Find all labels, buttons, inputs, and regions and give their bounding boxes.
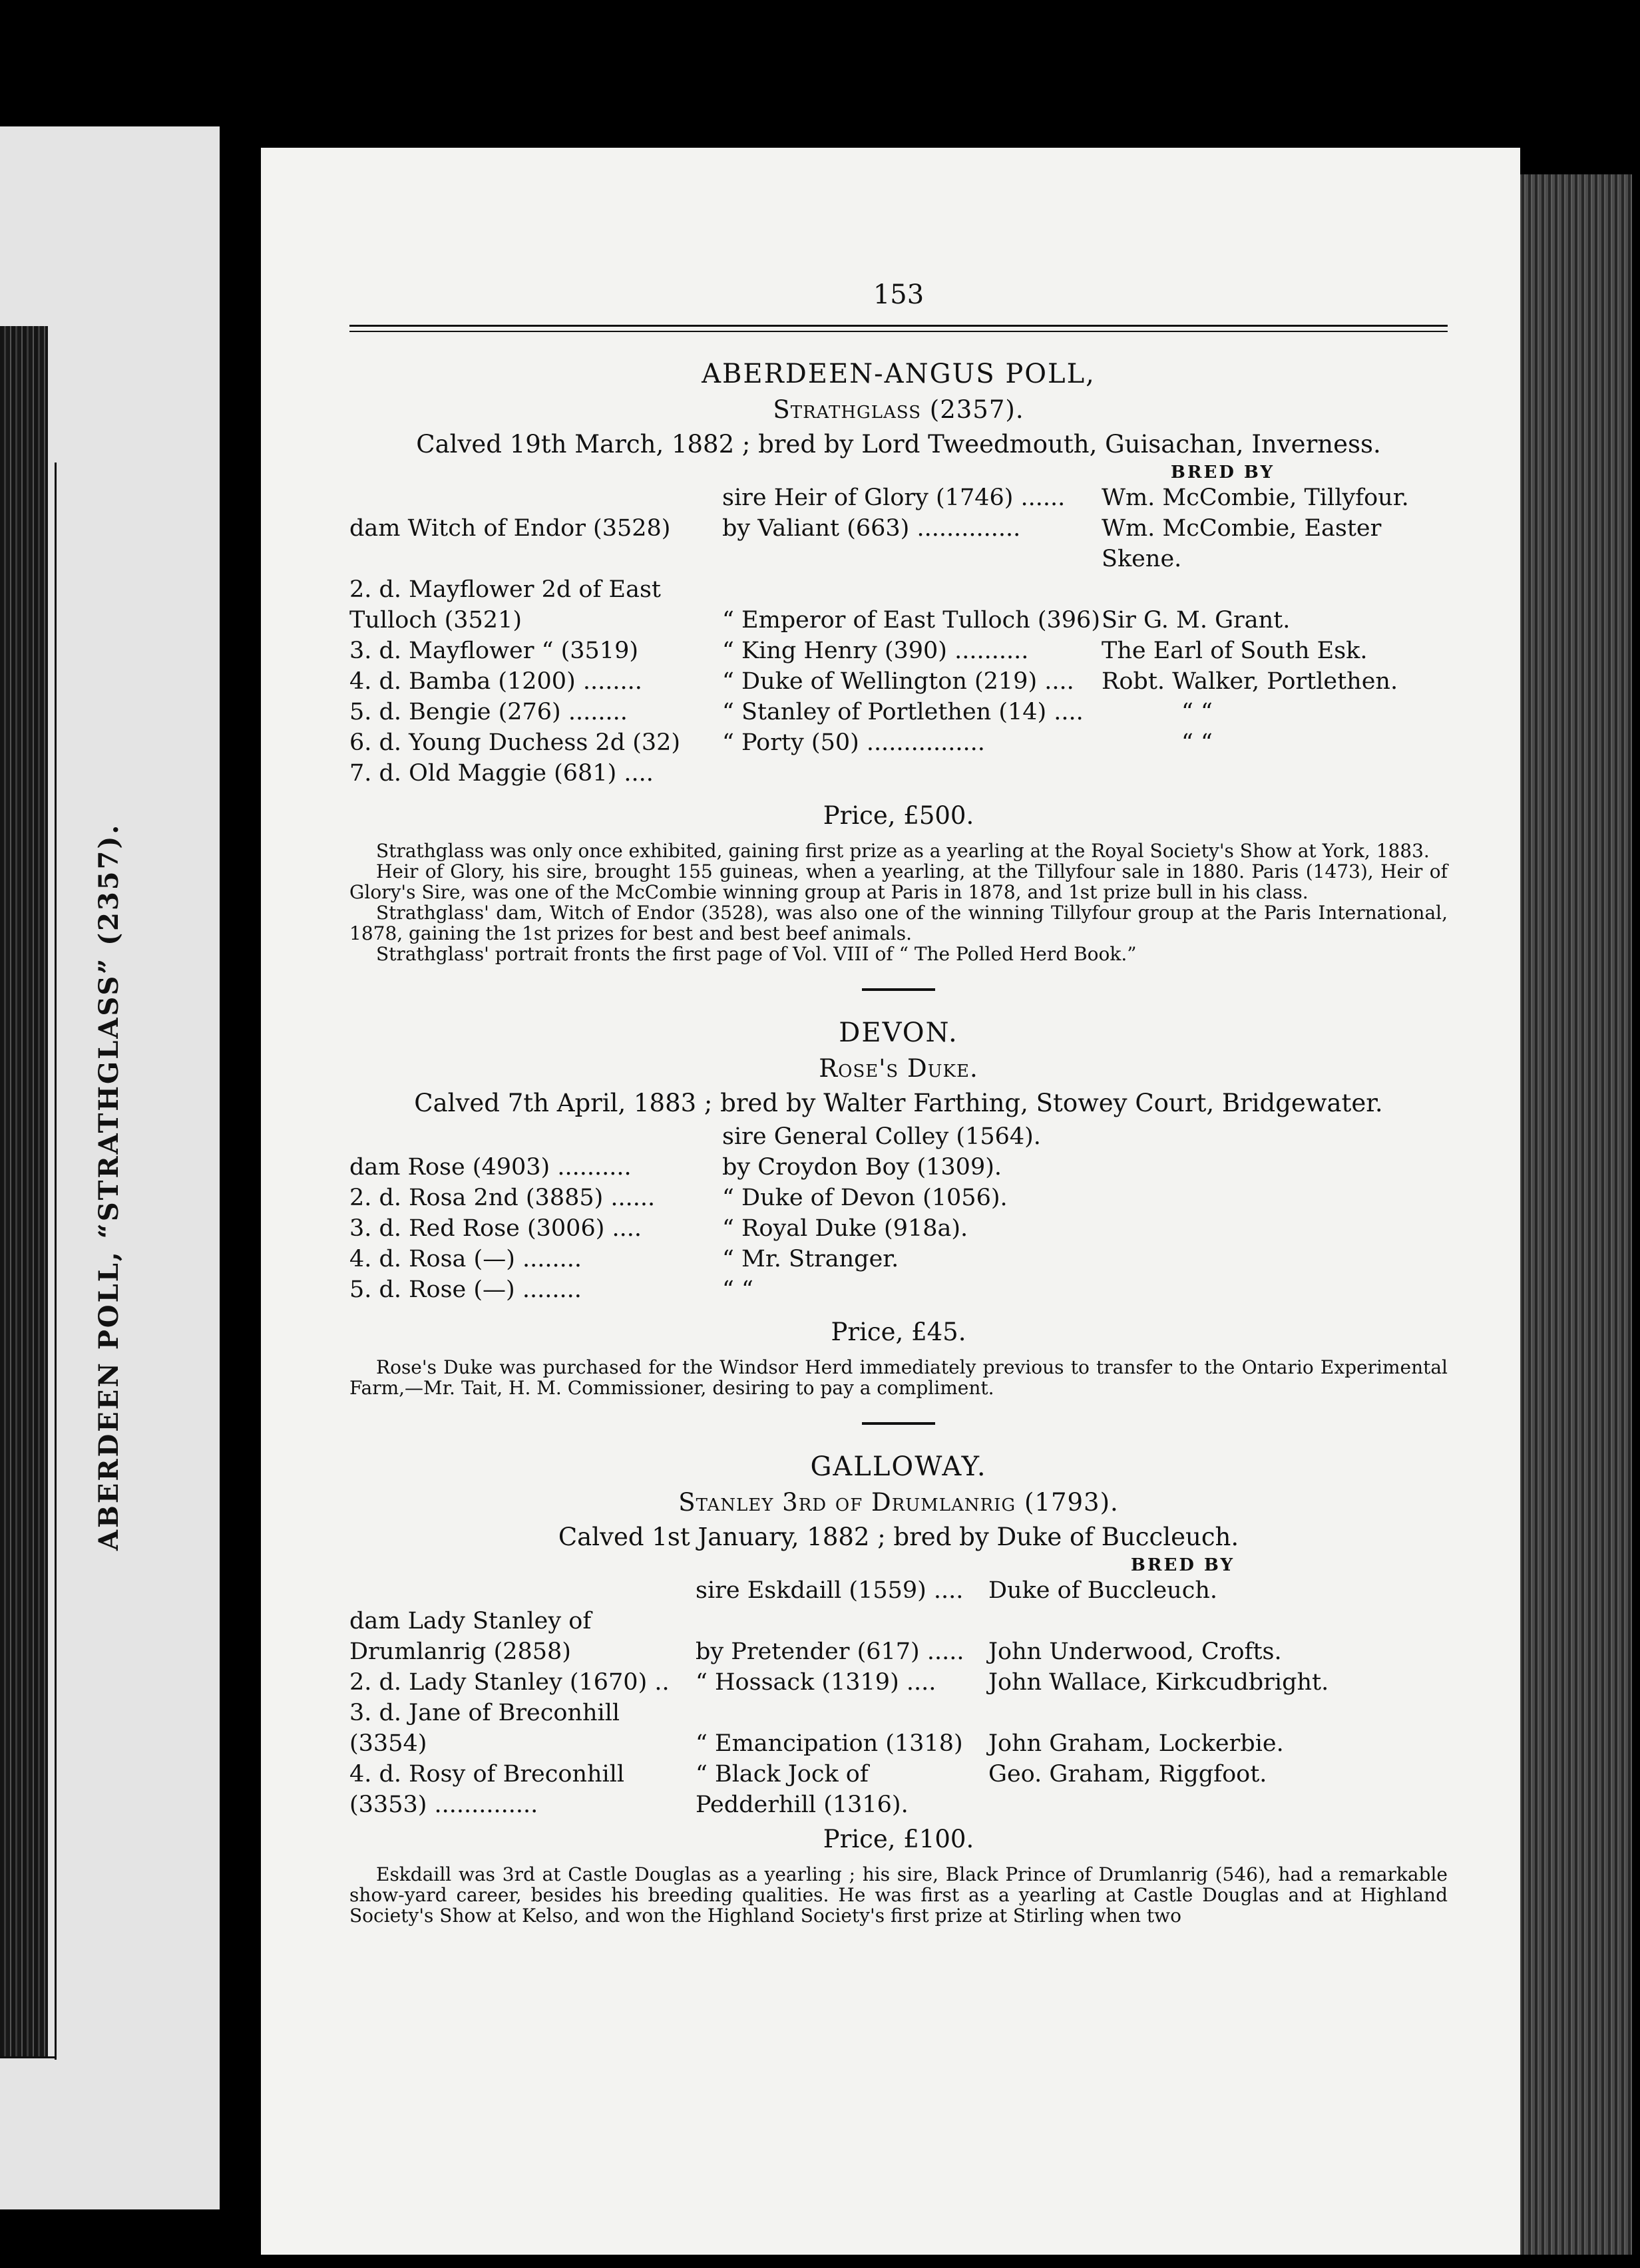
section-divider (862, 988, 935, 991)
pedigree-dam: 4. d. Rosy of Breconhill (3353) .............. (349, 1761, 625, 1818)
pedigree-sire: by Croydon Boy (1309). (722, 1154, 1002, 1181)
pedigree-breeder: “ “ (1181, 699, 1213, 725)
pedigree-sire: “ Duke of Devon (1056). (722, 1185, 1008, 1211)
pedigree-sire: “ Mr. Stranger. (722, 1246, 899, 1272)
plate-frame-bottom-rule (0, 2056, 57, 2058)
animal-name: Strathglass (2357). (773, 395, 1024, 424)
pedigree-sire: “ King Henry (390) .......... (722, 638, 1029, 664)
pedigree-breeder: John Wallace, Kirkcudbright. (988, 1669, 1329, 1696)
pedigree-breeder: Geo. Graham, Riggfoot. (988, 1761, 1267, 1788)
note-paragraph: Strathglass' portrait fronts the first page of Vol. VIII of “ The Polled Herd Book.” (376, 943, 1137, 965)
pedigree-sire: “ Duke of Wellington (219) .... (722, 668, 1074, 695)
pedigree-dam: 3. d. Mayflower “ (3519) (349, 638, 638, 664)
pedigree-breeder (1102, 758, 1448, 789)
pedigree-dam: 2. d. Rosa 2nd (3885) ...... (349, 1185, 656, 1211)
pedigree-sire: sire Heir of Glory (1746) ...... (722, 484, 1066, 511)
pedigree-dam: 7. d. Old Maggie (681) .... (349, 760, 654, 787)
pedigree-breeder (1102, 1213, 1448, 1244)
note-paragraph: Strathglass' dam, Witch of Endor (3528), was also one of the winning Tillyfour group at the Paris International, 1878, gaining the 1st prizes for best and best beef animals. (349, 902, 1448, 944)
pedigree-sire: by Pretender (617) ..... (696, 1638, 964, 1665)
section-title: ABERDEEN-ANGUS POLL, (702, 359, 1096, 389)
header-rule (349, 325, 1448, 332)
note-paragraph: Strathglass was only once exhibited, gaining first prize as a yearling at the Royal Society's Show at York, 1883. (376, 840, 1430, 862)
note-paragraph: Eskdaill was 3rd at Castle Douglas as a yearling ; his sire, Black Prince of Drumlanrig (546), had a remarkable show-yard career, besides his breeding qualities. He was first as a yearling at Castle Douglas and at Highland Society's Show at Kelso, and won the Highland Society's first prize at Stirling when two (349, 1863, 1448, 1927)
section-devon (349, 1018, 1448, 1398)
note-paragraph: Rose's Duke was purchased for the Windsor Herd immediately previous to transfer to the Ontario Experimental Farm,—Mr. Tait, H. M. Commissioner, desiring to pay a compliment. (349, 1356, 1448, 1399)
pedigree-breeder: John Underwood, Crofts. (988, 1638, 1282, 1665)
plate-caption: ABERDEEN POLL, “STRATHGLASS” (2357). (93, 823, 124, 1551)
pedigree-breeder (1102, 1152, 1448, 1183)
pedigree-dam: 6. d. Young Duchess 2d (32) (349, 729, 681, 756)
pedigree-dam: 3. d. Jane of Breconhill (3354) (349, 1700, 620, 1757)
plate-frame-rule (55, 463, 57, 2060)
pedigree-dam: dam Lady Stanley of Drumlanrig (2858) (349, 1608, 592, 1665)
pedigree-breeder (1102, 1121, 1448, 1152)
pedigree-breeder (1102, 1274, 1448, 1305)
pedigree-breeder: Sir G. M. Grant. (1102, 607, 1291, 634)
pedigree-sire: “ “ (722, 1276, 753, 1303)
pedigree-dam: 3. d. Red Rose (3006) .... (349, 1215, 642, 1242)
animal-name: Rose's Duke. (819, 1054, 978, 1083)
pedigree-breeder: Robt. Walker, Portlethen. (1102, 668, 1398, 695)
page-content (349, 280, 1448, 1926)
pedigree-breeder (1102, 1244, 1448, 1274)
pedigree-sire: sire Eskdaill (1559) .... (696, 1577, 964, 1604)
pedigree-sire: “ Stanley of Portlethen (14) .... (722, 699, 1084, 725)
bred-by-label: BRED BY (1170, 463, 1275, 482)
section-aberdeen-angus (349, 359, 1448, 964)
pedigree-sire: “ Black Jock of Pedderhill (1316). (696, 1761, 909, 1818)
calved-line: Calved 7th April, 1883 ; bred by Walter Farthing, Stowey Court, Bridgewater. (414, 1089, 1383, 1117)
pedigree-breeder: Wm. McCombie, Tillyfour. (1102, 484, 1409, 511)
pedigree-sire: by Valiant (663) .............. (722, 515, 1021, 542)
facing-page (0, 126, 220, 2209)
pedigree-sire: “ Royal Duke (918a). (722, 1215, 968, 1242)
pedigree-sire: sire General Colley (1564). (722, 1123, 1041, 1150)
pedigree-dam: 2. d. Mayflower 2d of East Tulloch (3521) (349, 576, 661, 634)
pedigree-dam: dam Rose (4903) .......... (349, 1154, 632, 1181)
pedigree-sire: “ Porty (50) ................ (722, 729, 985, 756)
pedigree-dam: 4. d. Rosa (—) ........ (349, 1246, 582, 1272)
pedigree-dam (349, 1121, 722, 1152)
calved-line: Calved 1st January, 1882 ; bred by Duke of Buccleuch. (558, 1523, 1239, 1551)
pedigree-dam: 5. d. Rose (—) ........ (349, 1276, 582, 1303)
page-edge (1506, 174, 1632, 2255)
pedigree-breeder: “ “ (1181, 729, 1213, 756)
section-divider (862, 1422, 935, 1425)
animal-name: Stanley 3rd of Drumlanrig (1793). (678, 1488, 1119, 1517)
note-paragraph: Heir of Glory, his sire, brought 155 guineas, when a yearling, at the Tillyfour sale in 1880. Paris (1473), Heir of Glory's Sire, was one of the McCombie winning group at Paris in 1878, and 1st prize bull in his class. (349, 860, 1448, 903)
calved-line: Calved 19th March, 1882 ; bred by Lord Tweedmouth, Guisachan, Inverness. (416, 430, 1381, 459)
section-title: DEVON. (839, 1018, 958, 1048)
portrait-plate (0, 326, 48, 2056)
pedigree-breeder: Wm. McCombie, Easter Skene. (1102, 515, 1382, 572)
pedigree-breeder (1102, 1183, 1448, 1213)
pedigree-sire (722, 758, 1102, 789)
pedigree-dam (349, 482, 722, 513)
pedigree-table (349, 1575, 1448, 1820)
price: Price, £500. (823, 801, 974, 830)
pedigree-table (349, 1121, 1448, 1305)
pedigree-dam: 4. d. Bamba (1200) ........ (349, 668, 642, 695)
pedigree-dam: dam Witch of Endor (3528) (349, 515, 671, 542)
pedigree-dam: 2. d. Lady Stanley (1670) .. (349, 1669, 670, 1696)
section-title: GALLOWAY. (810, 1451, 987, 1482)
price: Price, £100. (823, 1825, 974, 1853)
bred-by-label: BRED BY (1130, 1555, 1235, 1575)
price: Price, £45. (831, 1318, 966, 1346)
pedigree-dam (349, 1575, 696, 1606)
section-galloway (349, 1451, 1448, 1926)
pedigree-breeder: The Earl of South Esk. (1102, 638, 1368, 664)
pedigree-breeder: Duke of Buccleuch. (988, 1577, 1217, 1604)
pedigree-sire: “ Emperor of East Tulloch (396) (722, 607, 1100, 634)
pedigree-dam: 5. d. Bengie (276) ........ (349, 699, 628, 725)
page-number: 153 (873, 280, 924, 310)
pedigree-breeder: John Graham, Lockerbie. (988, 1730, 1284, 1757)
pedigree-table (349, 482, 1448, 789)
pedigree-sire: “ Emancipation (1318) (696, 1730, 963, 1757)
pedigree-sire: “ Hossack (1319) .... (696, 1669, 936, 1696)
